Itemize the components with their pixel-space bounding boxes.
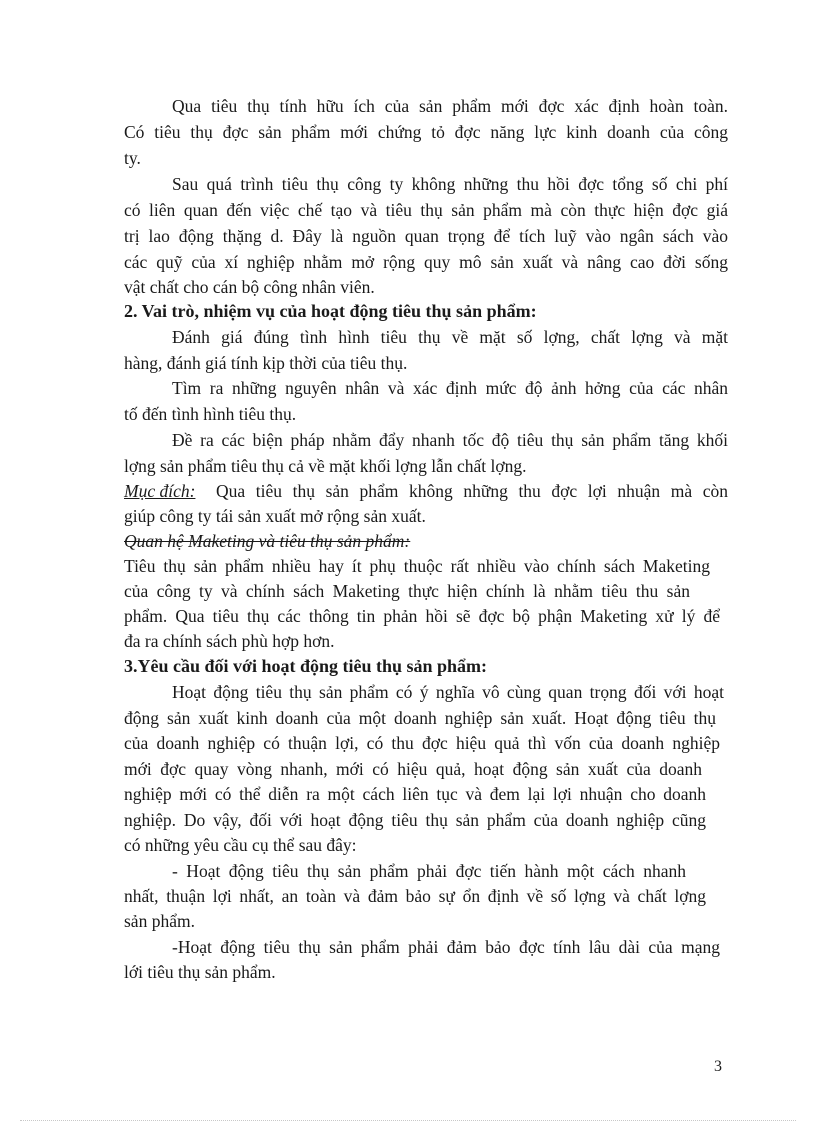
paragraph-line: giúp công ty tái sản xuất mở rộng sản xuất. bbox=[124, 506, 426, 526]
muc-dich-line bbox=[124, 480, 728, 502]
paragraph-line: Có tiêu thụ đợc sản phẩm mới chứng tỏ đợc năng lực kinh doanh của công bbox=[124, 122, 728, 142]
paragraph-line: của doanh nghiệp có thuận lợi, có thu đợc hiệu quả thì vốn của doanh nghiệp bbox=[124, 733, 720, 753]
paragraph-line: các quỹ của xí nghiệp nhằm mở rộng quy mô sản xuất và nâng cao đời sống bbox=[124, 252, 728, 272]
paragraph-line: của công ty và chính sách Maketing thực hiện chính là nhằm tiêu thu sản bbox=[124, 581, 690, 601]
paragraph-line: trị lao động thặng d. Đây là nguồn quan trọng để tích luỹ vào ngân sách vào bbox=[124, 226, 728, 246]
paragraph-line: nghiệp mới có thể diễn ra một cách liên tục và đem lại lợi nhuận cho doanh bbox=[124, 784, 706, 804]
paragraph-line: tố đến tình hình tiêu thụ. bbox=[124, 404, 297, 424]
paragraph-line: phẩm. Qua tiêu thụ các thông tin phản hồi sẽ đợc bộ phận Maketing xử lý để bbox=[124, 606, 720, 626]
paragraph-line: Tìm ra những nguyên nhân và xác định mức độ ảnh hởng của các nhân bbox=[172, 378, 728, 398]
section-heading-3: 3.Yêu cầu đối với hoạt động tiêu thụ sản phẩm: bbox=[124, 656, 488, 676]
paragraph-line: Hoạt động tiêu thụ sản phẩm có ý nghĩa vô cùng quan trọng đối với hoạt bbox=[172, 682, 724, 702]
page-bottom-rule bbox=[20, 1120, 796, 1121]
paragraph-line: hàng, đánh giá tính kịp thời của tiêu thụ. bbox=[124, 353, 408, 373]
paragraph-line: vật chất cho cán bộ công nhân viên. bbox=[124, 277, 375, 297]
paragraph-line: có liên quan đến việc chế tạo và tiêu thụ sản phẩm mà còn thực hiện đợc giá bbox=[124, 200, 728, 220]
paragraph-line: ty. bbox=[124, 148, 141, 168]
paragraph-line: nhất, thuận lợi nhất, an toàn và đảm bảo sự ổn định về số lợng và chất lợng bbox=[124, 886, 706, 906]
quan-he-label: Quan hệ Maketing và tiêu thụ sản phẩm: bbox=[124, 531, 411, 551]
paragraph-line: -Hoạt động tiêu thụ sản phẩm phải đảm bảo đợc tính lâu dài của mạng bbox=[172, 937, 720, 957]
paragraph-line: sản phẩm. bbox=[124, 911, 195, 931]
paragraph-line: Đánh giá đúng tình hình tiêu thụ về mặt số lợng, chất lợng và mặt bbox=[172, 327, 728, 347]
paragraph-line: mới đợc quay vòng nhanh, mới có hiệu quả, hoạt động sản xuất của doanh bbox=[124, 759, 702, 779]
paragraph-line: Qua tiêu thụ tính hữu ích của sản phẩm mới đợc xác định hoàn toàn. bbox=[172, 96, 728, 116]
section-heading-2: 2. Vai trò, nhiệm vụ của hoạt động tiêu thụ sản phẩm: bbox=[124, 301, 537, 321]
page-number: 3 bbox=[714, 1058, 722, 1075]
muc-dich-label: Mục đích: bbox=[124, 481, 196, 501]
paragraph-line: Đề ra các biện pháp nhằm đẩy nhanh tốc độ tiêu thụ sản phẩm tăng khối bbox=[172, 430, 728, 450]
paragraph-line: lới tiêu thụ sản phẩm. bbox=[124, 962, 276, 982]
paragraph-line: Sau quá trình tiêu thụ công ty không những thu hồi đợc tổng số chi phí bbox=[172, 174, 728, 194]
paragraph-line: Tiêu thụ sản phẩm nhiều hay ít phụ thuộc rất nhiều vào chính sách Maketing bbox=[124, 556, 710, 576]
paragraph-line: nghiệp. Do vậy, đối với hoạt động tiêu thụ sản phẩm của doanh nghiệp cũng bbox=[124, 810, 706, 830]
paragraph-line: đa ra chính sách phù hợp hơn. bbox=[124, 631, 335, 651]
paragraph-line: lợng sản phẩm tiêu thụ cả về mặt khối lợng lẫn chất lợng. bbox=[124, 456, 527, 476]
paragraph-line: có những yêu cầu cụ thể sau đây: bbox=[124, 835, 357, 855]
paragraph-line: động sản xuất kinh doanh của một doanh nghiệp sản xuất. Hoạt động tiêu thụ bbox=[124, 708, 716, 728]
paragraph-line: - Hoạt động tiêu thụ sản phẩm phải đợc tiến hành một cách nhanh bbox=[172, 861, 686, 881]
muc-dich-text: Qua tiêu thụ sản phẩm không những thu đợc lợi nhuận mà còn bbox=[216, 481, 728, 501]
